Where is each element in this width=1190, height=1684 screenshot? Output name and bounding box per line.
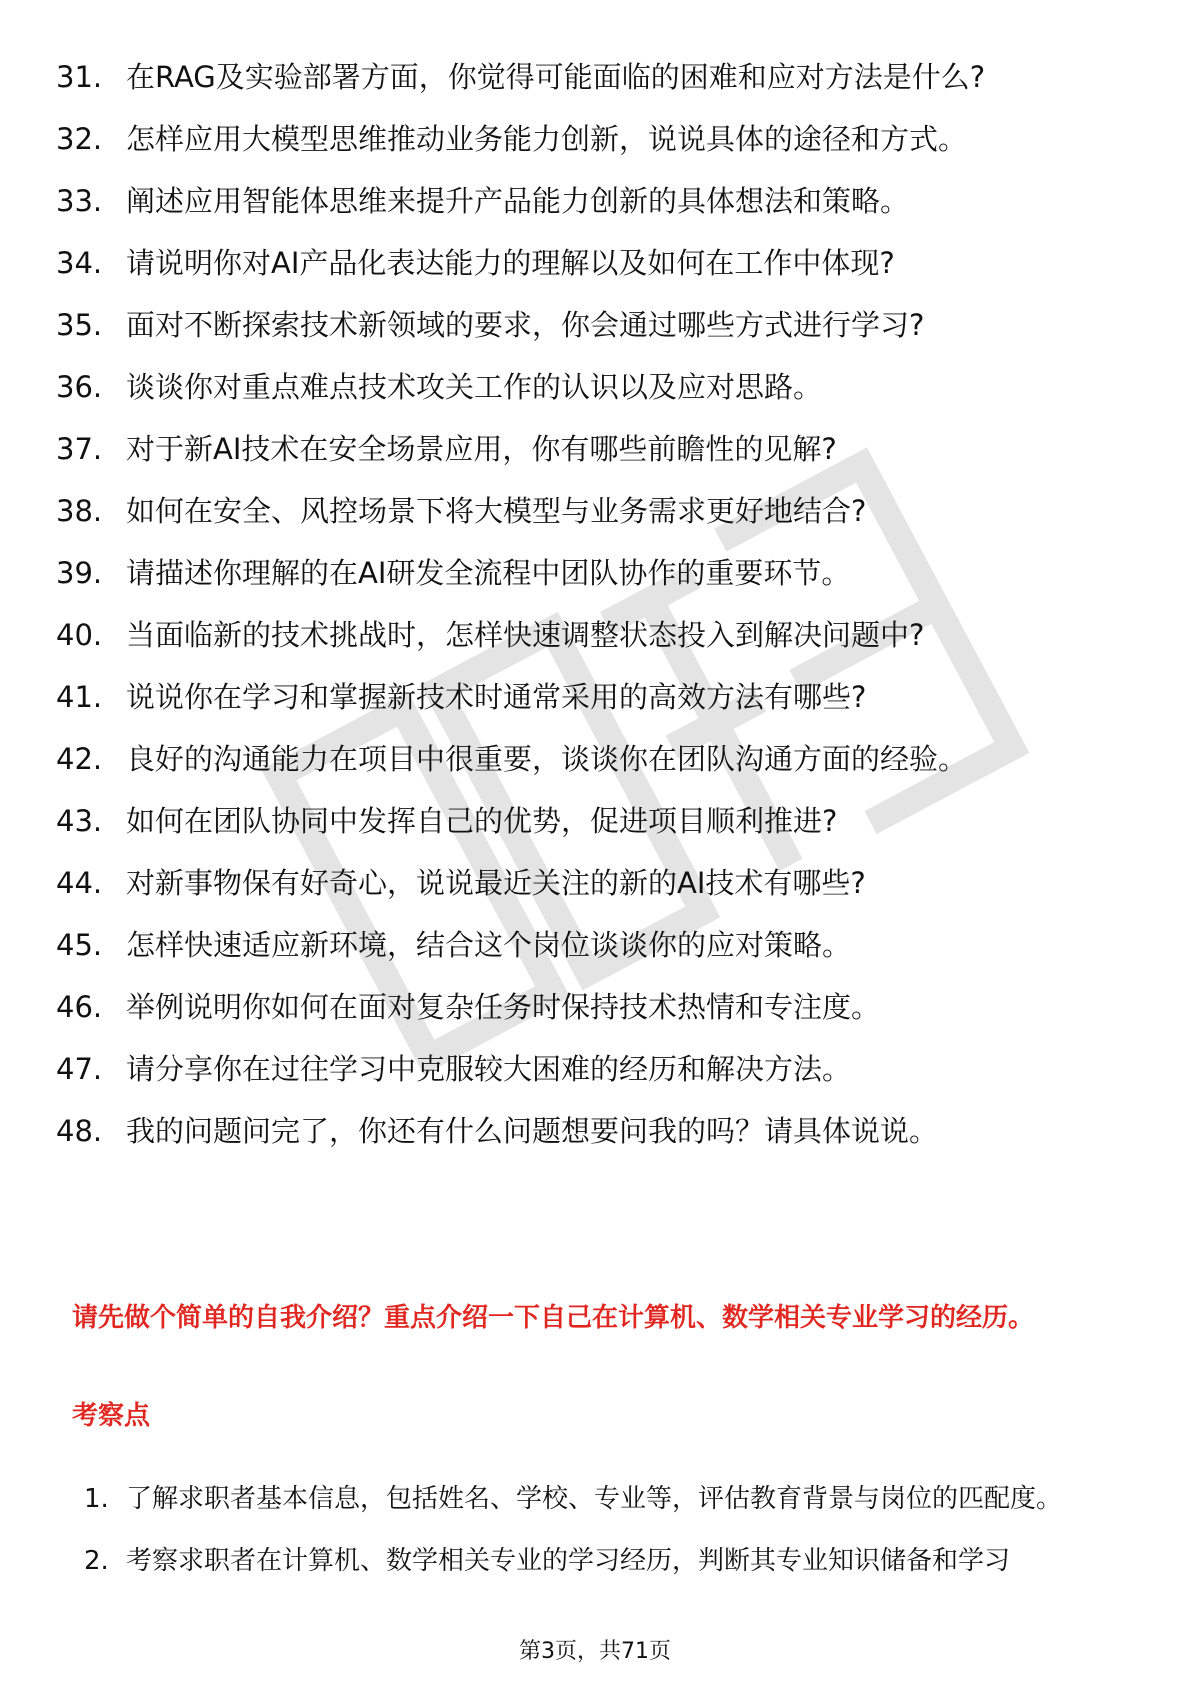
question-item (56, 242, 1136, 284)
question-number: 38. (56, 494, 103, 528)
question-text: 阐述应用智能体思维来提升产品能力创新的具体想法和策略。 (126, 184, 910, 218)
assessment-points-list (84, 1468, 1134, 1592)
question-item (56, 490, 1136, 532)
assessment-point (84, 1468, 1134, 1530)
section-title: 请先做个简单的自我介绍？重点介绍一下自己在计算机、数学相关专业学习的经历。 (72, 1303, 1035, 1333)
question-item (56, 56, 1136, 98)
question-text: 举例说明你如何在面对复杂任务时保持技术热情和专注度。 (126, 990, 881, 1024)
question-number: 43. (56, 804, 103, 838)
question-text: 对新事物保有好奇心，说说最近关注的新的AI技术有哪些? (126, 866, 866, 900)
question-number: 37. (56, 432, 103, 466)
question-number: 31. (56, 60, 103, 94)
question-item (56, 366, 1136, 408)
question-item (56, 676, 1136, 718)
question-number: 33. (56, 184, 103, 218)
question-number: 32. (56, 122, 103, 156)
point-number: 1. (84, 1484, 109, 1514)
question-number: 39. (56, 556, 103, 590)
question-item (56, 614, 1136, 656)
point-number: 2. (84, 1546, 109, 1576)
question-number: 46. (56, 990, 103, 1024)
section-subheading: 考察点 (72, 1401, 151, 1431)
question-item (56, 118, 1136, 160)
question-number: 41. (56, 680, 103, 714)
question-text: 请分享你在过往学习中克服较大困难的经历和解决方法。 (126, 1052, 852, 1086)
question-item (56, 738, 1136, 780)
question-item (56, 862, 1136, 904)
question-text: 面对不断探索技术新领域的要求，你会通过哪些方式进行学习? (126, 308, 925, 342)
question-text: 请说明你对AI产品化表达能力的理解以及如何在工作中体现? (126, 246, 895, 280)
question-text: 怎样快速适应新环境，结合这个岗位谈谈你的应对策略。 (126, 928, 852, 962)
question-item (56, 800, 1136, 842)
question-text: 请描述你理解的在AI研发全流程中团队协作的重要环节。 (126, 556, 851, 590)
question-text: 良好的沟通能力在项目中很重要，谈谈你在团队沟通方面的经验。 (126, 742, 968, 776)
question-item (56, 552, 1136, 594)
question-text: 怎样应用大模型思维推动业务能力创新，说说具体的途径和方式。 (126, 122, 968, 156)
question-text: 谈谈你对重点难点技术攻关工作的认识以及应对思路。 (126, 370, 823, 404)
question-item (56, 304, 1136, 346)
question-text: 如何在安全、风控场景下将大模型与业务需求更好地结合? (126, 494, 867, 528)
question-item (56, 1110, 1136, 1152)
point-text: 考察求职者在计算机、数学相关专业的学习经历，判断其专业知识储备和学习 (126, 1546, 1011, 1576)
question-text: 如何在团队协同中发挥自己的优势，促进项目顺利推进? (126, 804, 838, 838)
question-number: 48. (56, 1114, 103, 1148)
point-text: 了解求职者基本信息，包括姓名、学校、专业等，评估教育背景与岗位的匹配度。 (126, 1484, 1063, 1514)
question-number: 35. (56, 308, 103, 342)
question-text: 当面临新的技术挑战时，怎样快速调整状态投入到解决问题中? (126, 618, 925, 652)
page-footer: 第3页，共71页 (519, 1639, 671, 1664)
question-number: 40. (56, 618, 103, 652)
question-number: 36. (56, 370, 103, 404)
question-item (56, 428, 1136, 470)
question-number: 47. (56, 1052, 103, 1086)
question-number: 42. (56, 742, 103, 776)
question-text: 我的问题问完了，你还有什么问题想要问我的吗？请具体说说。 (126, 1114, 939, 1148)
question-item (56, 924, 1136, 966)
question-number: 45. (56, 928, 103, 962)
question-item (56, 1048, 1136, 1090)
question-list (56, 56, 1136, 1172)
question-item (56, 180, 1136, 222)
question-text: 说说你在学习和掌握新技术时通常采用的高效方法有哪些? (126, 680, 867, 714)
question-number: 44. (56, 866, 103, 900)
assessment-point (84, 1530, 1134, 1592)
question-item (56, 986, 1136, 1028)
question-number: 34. (56, 246, 103, 280)
question-text: 对于新AI技术在安全场景应用，你有哪些前瞻性的见解? (126, 432, 837, 466)
question-text: 在RAG及实验部署方面，你觉得可能面临的困难和应对方法是什么? (126, 60, 986, 94)
